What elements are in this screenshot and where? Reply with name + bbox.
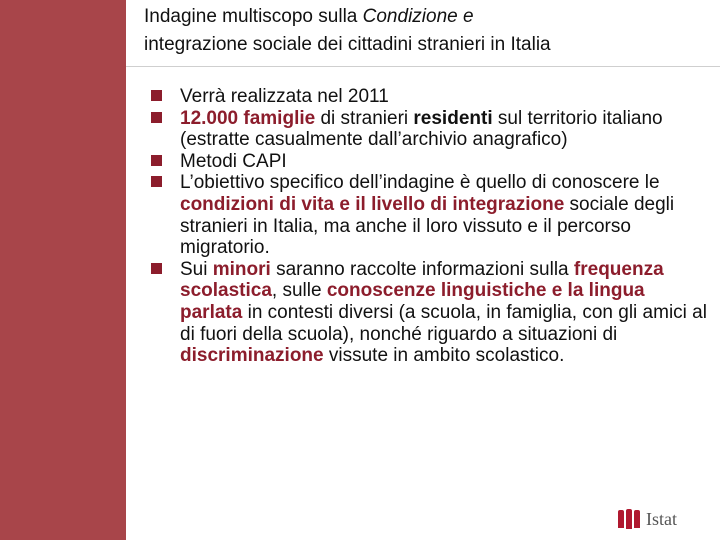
slide-title (144, 3, 710, 59)
istat-logo (618, 506, 677, 532)
title-line2: integrazione sociale dei cittadini stranieri in Italia (144, 34, 551, 55)
bullet-5-text-5: vissute in ambito scolastico. (323, 345, 565, 367)
bullet-item-3 (151, 151, 711, 173)
square-bullet-icon (151, 263, 162, 274)
bullet-5-highlight-3: conoscenze linguistiche e la lingua parlata (180, 280, 645, 323)
square-bullet-icon (151, 90, 162, 101)
square-bullet-icon (151, 112, 162, 123)
istat-logo-text: Istat (646, 508, 677, 529)
bullet-5-text-4: in contesti diversi (a scuola, in famiglia, con gli amici al di fuori della scuola), nonché riguardo a situazioni di (180, 301, 707, 345)
bullet-2-bold-1: residenti (413, 107, 493, 129)
title-line1-prefix: Indagine multiscopo sulla (144, 6, 363, 27)
bullet-item-5 (151, 259, 711, 367)
bullet-2-text-1: di stranieri (315, 107, 414, 129)
bullet-2-highlight-1: 12.000 famiglie (180, 107, 316, 129)
title-line1-italic: Condizione e (362, 6, 474, 27)
bullet-5-highlight-1: minori (212, 258, 271, 280)
side-band (0, 0, 126, 540)
istat-logo-icon (618, 510, 624, 528)
bullet-4-text-2: sociale degli stranieri in Italia, ma anche il loro vissuto e il percorso migratorio. (180, 193, 675, 259)
bullet-5-highlight-4: discriminazione (180, 345, 324, 367)
istat-logo-icon (626, 509, 632, 529)
bullet-4-text-1: L’obiettivo specifico dell’indagine è quello di conoscere le (180, 172, 660, 194)
bullet-list (151, 86, 711, 367)
bullet-1-text: Verrà realizzata nel 2011 (180, 86, 389, 107)
bullet-5-text-2: saranno raccolte informazioni sulla (270, 258, 574, 280)
square-bullet-icon (151, 176, 162, 187)
bullet-3-text: Metodi CAPI (180, 150, 287, 172)
bullet-4-highlight-1: condizioni di vita e il livello di integrazione (180, 193, 565, 215)
bullet-5-text-3: , sulle (271, 280, 327, 302)
bullet-item-2 (151, 108, 711, 151)
square-bullet-icon (151, 155, 162, 166)
istat-logo-icon (634, 510, 640, 528)
bullet-5-text-1: Sui (180, 258, 213, 280)
bullet-item-1 (151, 86, 711, 108)
bullet-item-4 (151, 172, 711, 258)
title-divider (126, 66, 720, 67)
bullet-2-text-2: sul territorio italiano (estratte casualmente dall’archivio anagrafico) (180, 107, 663, 151)
bullet-5-highlight-2: frequenza scolastica (180, 258, 664, 302)
